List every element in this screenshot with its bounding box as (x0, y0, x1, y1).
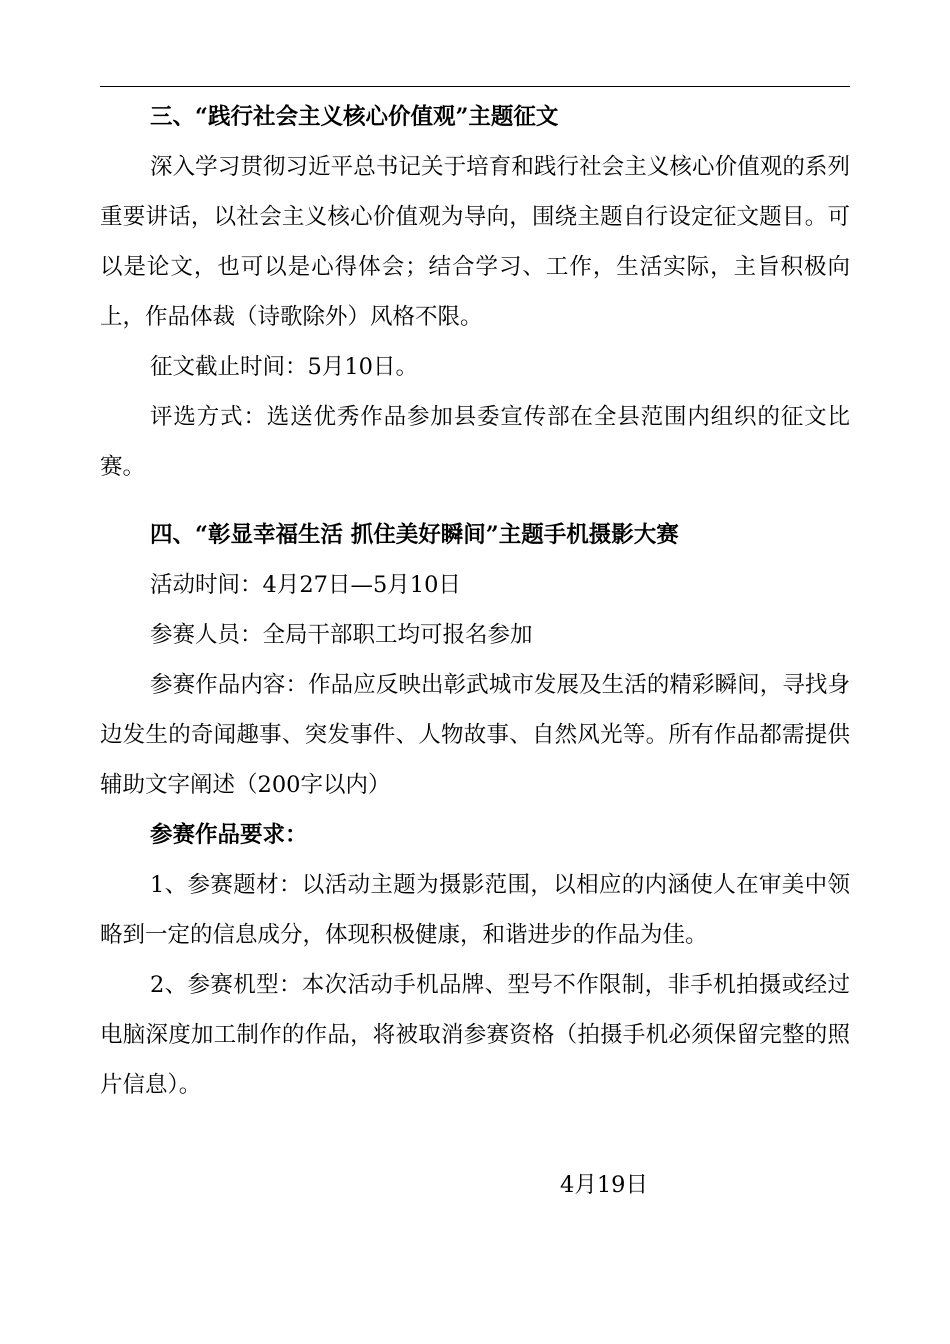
section-3-deadline: 征文截止时间：5月10日。 (150, 354, 418, 380)
document-body (100, 92, 850, 1210)
section-4-participants: 参赛人员：全局干部职工均可报名参加 (150, 622, 533, 648)
section-4-requirement-1: 1、参赛题材：以活动主题为摄影范围，以相应的内涵使人在审美中领略到一定的信息成分，体现积极健康，和谐进步的作品为佳。 (100, 872, 850, 948)
section-4-heading: 四、“彰显幸福生活 抓住美好瞬间”主题手机摄影大赛 (150, 522, 679, 548)
footer-gap (100, 1110, 850, 1160)
section-4-time: 活动时间：4月27日—5月10日 (150, 572, 461, 598)
document-date: 4月19日 (560, 1172, 648, 1198)
header-rule (100, 86, 850, 87)
section-3-selection: 评选方式：选送优秀作品参加县委宣传部在全县范围内组织的征文比赛。 (100, 404, 850, 480)
section-4-requirements-title: 参赛作品要求： (150, 822, 308, 848)
section-4-content: 参赛作品内容：作品应反映出彰武城市发展及生活的精彩瞬间，寻找身边发生的奇闻趣事、突发事件、人物故事、自然风光等。所有作品都需提供辅助文字阐述（200字以内） (100, 672, 850, 798)
section-gap (100, 492, 850, 510)
section-4-requirement-2: 2、参赛机型：本次活动手机品牌、型号不作限制，非手机拍摄或经过电脑深度加工制作的作品，将被取消参赛资格（拍摄手机必须保留完整的照片信息）。 (100, 972, 850, 1098)
section-3-heading: 三、“践行社会主义核心价值观”主题征文 (150, 104, 559, 130)
section-3-body: 深入学习贯彻习近平总书记关于培育和践行社会主义核心价值观的系列重要讲话，以社会主义核心价值观为导向，围绕主题自行设定征文题目。可以是论文，也可以是心得体会；结合学习、工作，生活实际，主旨积极向上，作品体裁（诗歌除外）风格不限。 (100, 154, 850, 330)
